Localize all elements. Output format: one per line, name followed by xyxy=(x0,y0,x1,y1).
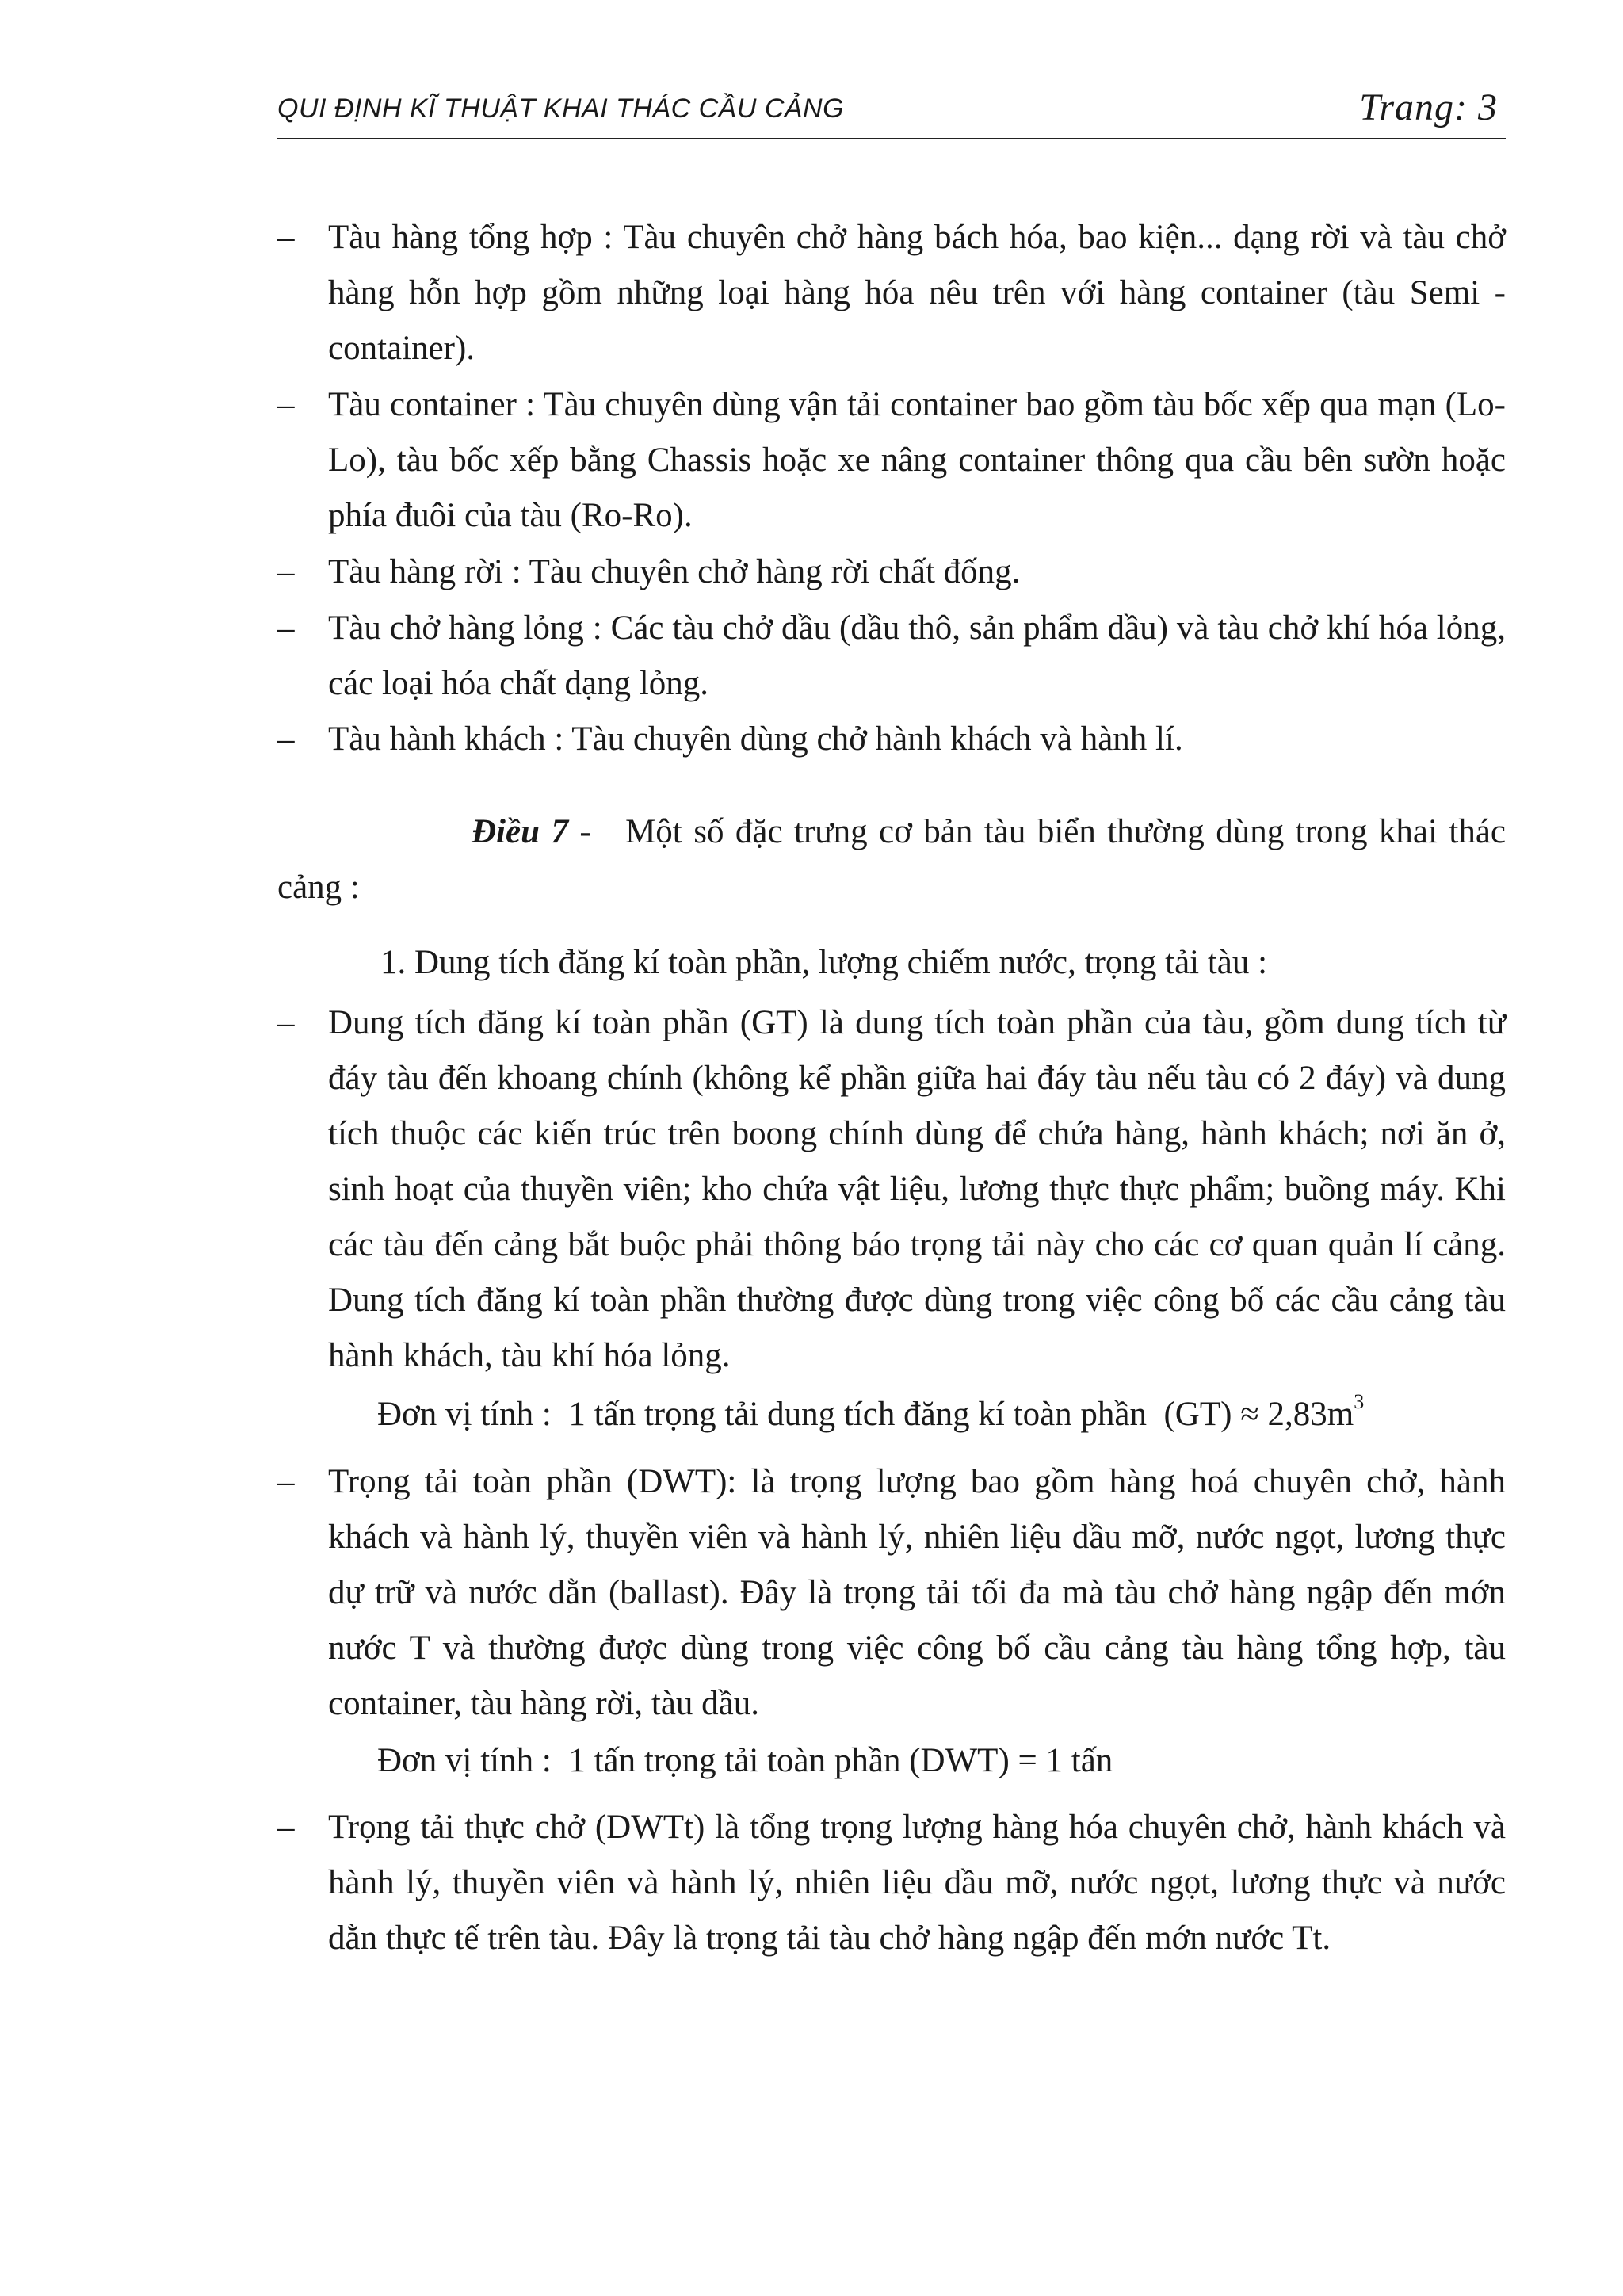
section-heading: 1. Dung tích đăng kí toàn phần, lượng chiếm nước, trọng tải tàu : xyxy=(380,944,1268,981)
header-divider xyxy=(277,138,1506,139)
unit-line: Đơn vị tính : 1 tấn trọng tải toàn phần (DWT) = 1 tấn xyxy=(377,1742,1113,1779)
article-text: Một số đặc trưng cơ bản tàu biển thường dùng trong khai thác cảng : xyxy=(277,813,1506,906)
list-item-text: Trọng tải thực chở (DWTt) là tổng trọng lượng hàng hóa chuyên chở, hành khách và hành lý, thuyền viên và hành lý, nhiên liệu dầu mỡ, nước ngọt, lương thực và nước dằn thực tế trên tàu. Đây là trọng tải tàu chở hàng ngập đến mớn nước Tt. xyxy=(328,1809,1506,1957)
bullet-dash: – xyxy=(277,1809,295,1846)
page-header xyxy=(277,86,1506,139)
bullet-dash: – xyxy=(277,553,295,590)
unit-superscript: 3 xyxy=(1354,1389,1365,1413)
unit-line xyxy=(377,1387,1503,1442)
list-item-text: Dung tích đăng kí toàn phần (GT) là dung tích toàn phần của tàu, gồm dung tích từ đáy tàu đến khoang chính (không kể phần giữa hai đáy tàu nếu tàu có 2 đáy) và dung tích thuộc các kiến trúc trên boong chính dùng để chứa hàng, hành khách; nơi ăn ở, sinh hoạt của thuyền viên; kho chứa vật liệu, lương thực thực phẩm; buồng máy. Khi các tàu đến cảng bắt buộc phải thông báo trọng tải này cho các cơ quan quản lí cảng. Dung tích đăng kí toàn phần thường được dùng trong việc công bố các cầu cảng tàu hành khách, tàu khí hóa lỏng. xyxy=(328,1004,1506,1374)
bullet-dash: – xyxy=(277,219,295,256)
list-item-text: Tàu container : Tàu chuyên dùng vận tải container bao gồm tàu bốc xếp qua mạn (Lo-Lo), tàu bốc xếp bằng Chassis hoặc xe nâng container thông qua cầu bên sườn hoặc phía đuôi của tàu (Ro-Ro). xyxy=(328,386,1506,534)
bullet-dash: – xyxy=(277,1004,295,1041)
list-item-text: Tàu chở hàng lỏng : Các tàu chở dầu (dầu thô, sản phẩm dầu) và tàu chở khí hóa lỏng, các loại hóa chất dạng lỏng. xyxy=(328,609,1506,702)
unit-text: Đơn vị tính : 1 tấn trọng tải dung tích đăng kí toàn phần (GT) ≈ 2,83m xyxy=(377,1396,1354,1433)
article-label: Điều 7 xyxy=(472,813,568,850)
list-item-text: Tàu hàng tổng hợp : Tàu chuyên chở hàng bách hóa, bao kiện... dạng rời và tàu chở hàng hỗn hợp gồm những loại hàng hóa nêu trên với hàng container (tàu Semi - container). xyxy=(328,219,1506,367)
page-number: Trang: 3 xyxy=(1359,86,1498,128)
list-item-text: Tàu hành khách : Tàu chuyên dùng chở hành khách và hành lí. xyxy=(328,720,1183,758)
bullet-dash: – xyxy=(277,1463,295,1500)
bullet-dash: – xyxy=(277,386,295,423)
header-title: QUI ĐỊNH KĨ THUẬT KHAI THÁC CẦU CẢNG xyxy=(277,94,845,124)
bullet-dash: – xyxy=(277,609,295,647)
list-item-text: Trọng tải toàn phần (DWT): là trọng lượng bao gồm hàng hoá chuyên chở, hành khách và hành lý, thuyền viên và hành lý, nhiên liệu dầu mỡ, nước ngọt, lương thực dự trữ và nước dằn (ballast). Đây là trọng tải tối đa mà tàu chở hàng ngập đến mớn nước T và thường được dùng trong việc công bố cầu cảng tàu hàng tổng hợp, tàu container, tàu hàng rời, tàu dầu. xyxy=(328,1463,1506,1722)
bullet-dash: – xyxy=(277,720,295,758)
article-heading xyxy=(277,804,1506,915)
article-separator: - xyxy=(567,813,626,850)
list-item-text: Tàu hàng rời : Tàu chuyên chở hàng rời chất đống. xyxy=(328,553,1021,590)
